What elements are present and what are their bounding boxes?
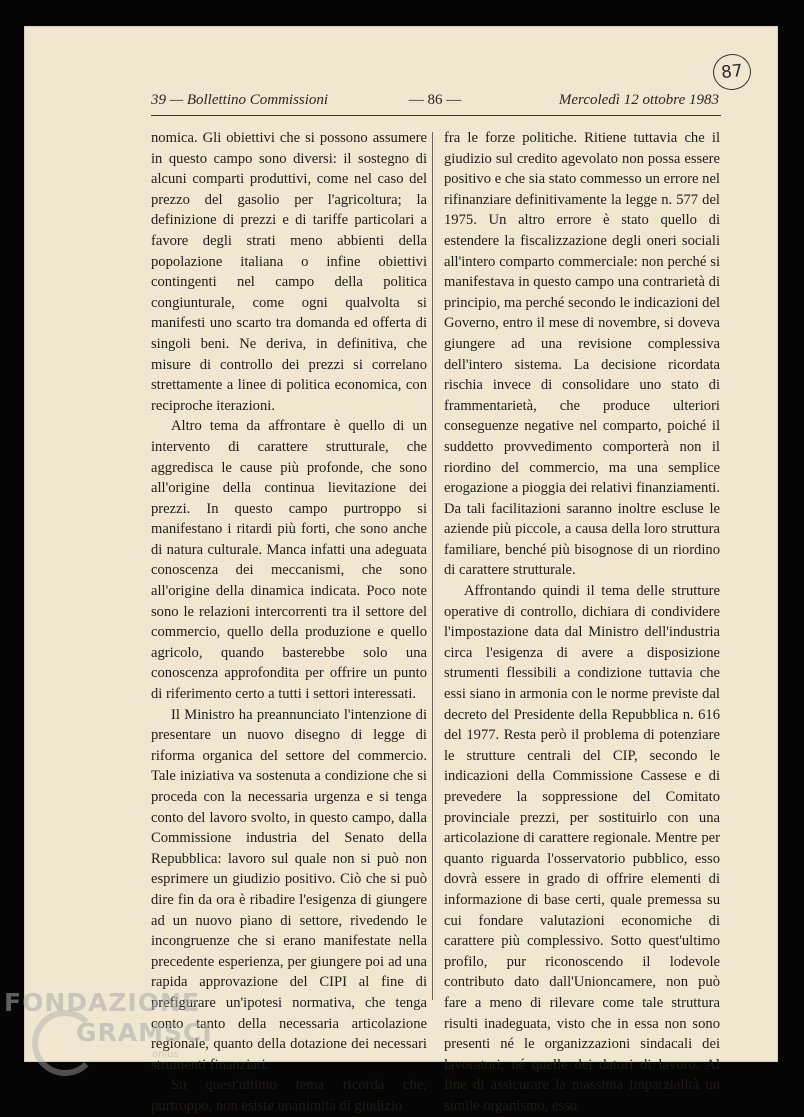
- watermark: [4, 988, 213, 1060]
- watermark-line-1: FONDAZIONE: [4, 988, 201, 1017]
- paragraph: Il Ministro ha preannunciato l'intenzione di presentare un nuovo disegno di legge di riforma organica del settore del commercio. Tale iniziativa va sostenuta a condizione che si proceda con la necessaria urgenza e si tenga conto del lavoro svolto, in questo campo, dalla Commissione industria del Senato della Repubblica: lavoro sul quale non si può non esprimere un giudizio positivo. Ciò che si può dire fin da ora è ribadire l'esigenza di giungere ad un nuovo piano di settore, rivedendo le incongruenze che si erano manifestate nella precedente esperienza, per giungere poi ad una rapida approvazione del CIPI al fine di prefigurare un'ipotesi normativa, che tenga conto tanto della necessaria articolazione regionale, quanto della dotazione dei necessari strumenti finanziari.: [151, 706, 427, 1073]
- watermark-line-3: onlus: [152, 1049, 179, 1060]
- header-date: Mercoledì 12 ottobre 1983: [558, 92, 719, 108]
- paragraph: Su quest'ultimo tema ricorda che, purtroppo, non esiste unanimità di giudizio: [151, 1077, 427, 1114]
- paragraph: nomica. Gli obiettivi che si possono assumere in questo campo sono diversi: il sostegno di alcuni comparti produttivi, come nel caso del prezzo del gasolio per l'agricoltura; la definizione di prezzi e di tariffe particolari a favore degli strati meno abbienti della popolazione italiana o infine obiettivi contingenti nel campo della politica congiunturale, come ogni qualvolta si manifesti uno scarto tra domanda ed offerta di singoli beni. Ne deriva, in definitiva, che misure di controllo dei prezzi si correlano strettamente a linee di politica economica, con reciproche iterazioni.: [151, 130, 427, 414]
- header-rule: [151, 115, 721, 116]
- watermark-line-2: GRAMSCI: [76, 1018, 213, 1047]
- paragraph: Affrontando quindi il tema delle strutture operative di controllo, dichiara di condividere l'impostazione data dal Ministro dell'industria circa l'esigenza di avere a disposizione strumenti flessibili a condizione tuttavia che essi siano in armonia con le norme previste dal decreto del Presidente della Repubblica n. 616 del 1977. Resta però il problema di potenziare le strutture centrali del CIP, secondo le indicazioni della Commissione Cassese e di prevedere la soppressione del Comitato provinciale prezzi, per sostituirlo con una articolazione di carattere regionale. Mentre per quanto riguarda l'osservatorio pubblico, esso dovrà essere in grado di offrire elementi di informazione di base certi, quale premessa su cui fondare valutazioni economiche di carattere più complessivo. Sotto quest'ultimo profilo, pur riconoscendo il lodevole contributo dato dall'Unioncamere, non può fare a meno di rilevare come tale struttura risulti inadeguata, visto che in essa non sono presenti né le organizzazioni sindacali dei lavoratori, né quelle dei datori di lavoro. Al fine di assicurare la massima imparzialità un simile organismo, esso: [444, 583, 720, 1114]
- left-text-column: [151, 128, 427, 1117]
- document-page: [24, 26, 778, 1114]
- header-page-number: — 86 —: [408, 92, 462, 108]
- header-publication: 39 — Bollettino Commissioni: [151, 92, 329, 108]
- paragraph: fra le forze politiche. Ritiene tuttavia che il giudizio sul credito agevolato non possa essere positivo e che sia stato commesso un errore nel rifinanziare definitivamente la legge n. 577 del 1975. Un altro errore è stato quello di estendere la fiscalizzazione degli oneri sociali all'intero comparto commerciale: non perché si manifestava in questo campo una contrarietà di principio, ma perché secondo le indicazioni del Governo, entro il mese di novembre, si doveva giungere ad una revisione complessiva dell'intero sistema. La decisione ricordata rischia invece di consolidare uno stato di frammentarietà, che produce ulteriori conseguenze negative nel comparto, poiché il suddetto provvedimento comporterà non il riordino del commercio, ma una semplice erogazione a pioggia dei relativi finanziamenti. Da tali facilitazioni saranno inoltre escluse le aziende più piccole, a causa della loro struttura familiare, benché più bisognose di un riordino di carattere strutturale.: [444, 130, 720, 579]
- right-text-column: [444, 128, 720, 1117]
- paragraph: Altro tema da affrontare è quello di un intervento di carattere strutturale, che aggredisca le cause più profonde, che sono all'origine della continua lievitazione dei prezzi. In questo campo purtroppo si manifestano i ritardi più forti, che sono anche di natura culturale. Manca infatti una adeguata conoscenza dei meccanismi, che sono all'origine della dinamica indicata. Poco note sono le relazioni intercorrenti tra il settore del commercio, quello della produzione e quello agricolo, quando basterebbe solo una conoscenza approfondita per offrire un punto di riferimento certo a tutti i settori interessati.: [151, 418, 427, 703]
- handwritten-page-number: 87: [711, 52, 753, 92]
- column-divider: [432, 132, 433, 1000]
